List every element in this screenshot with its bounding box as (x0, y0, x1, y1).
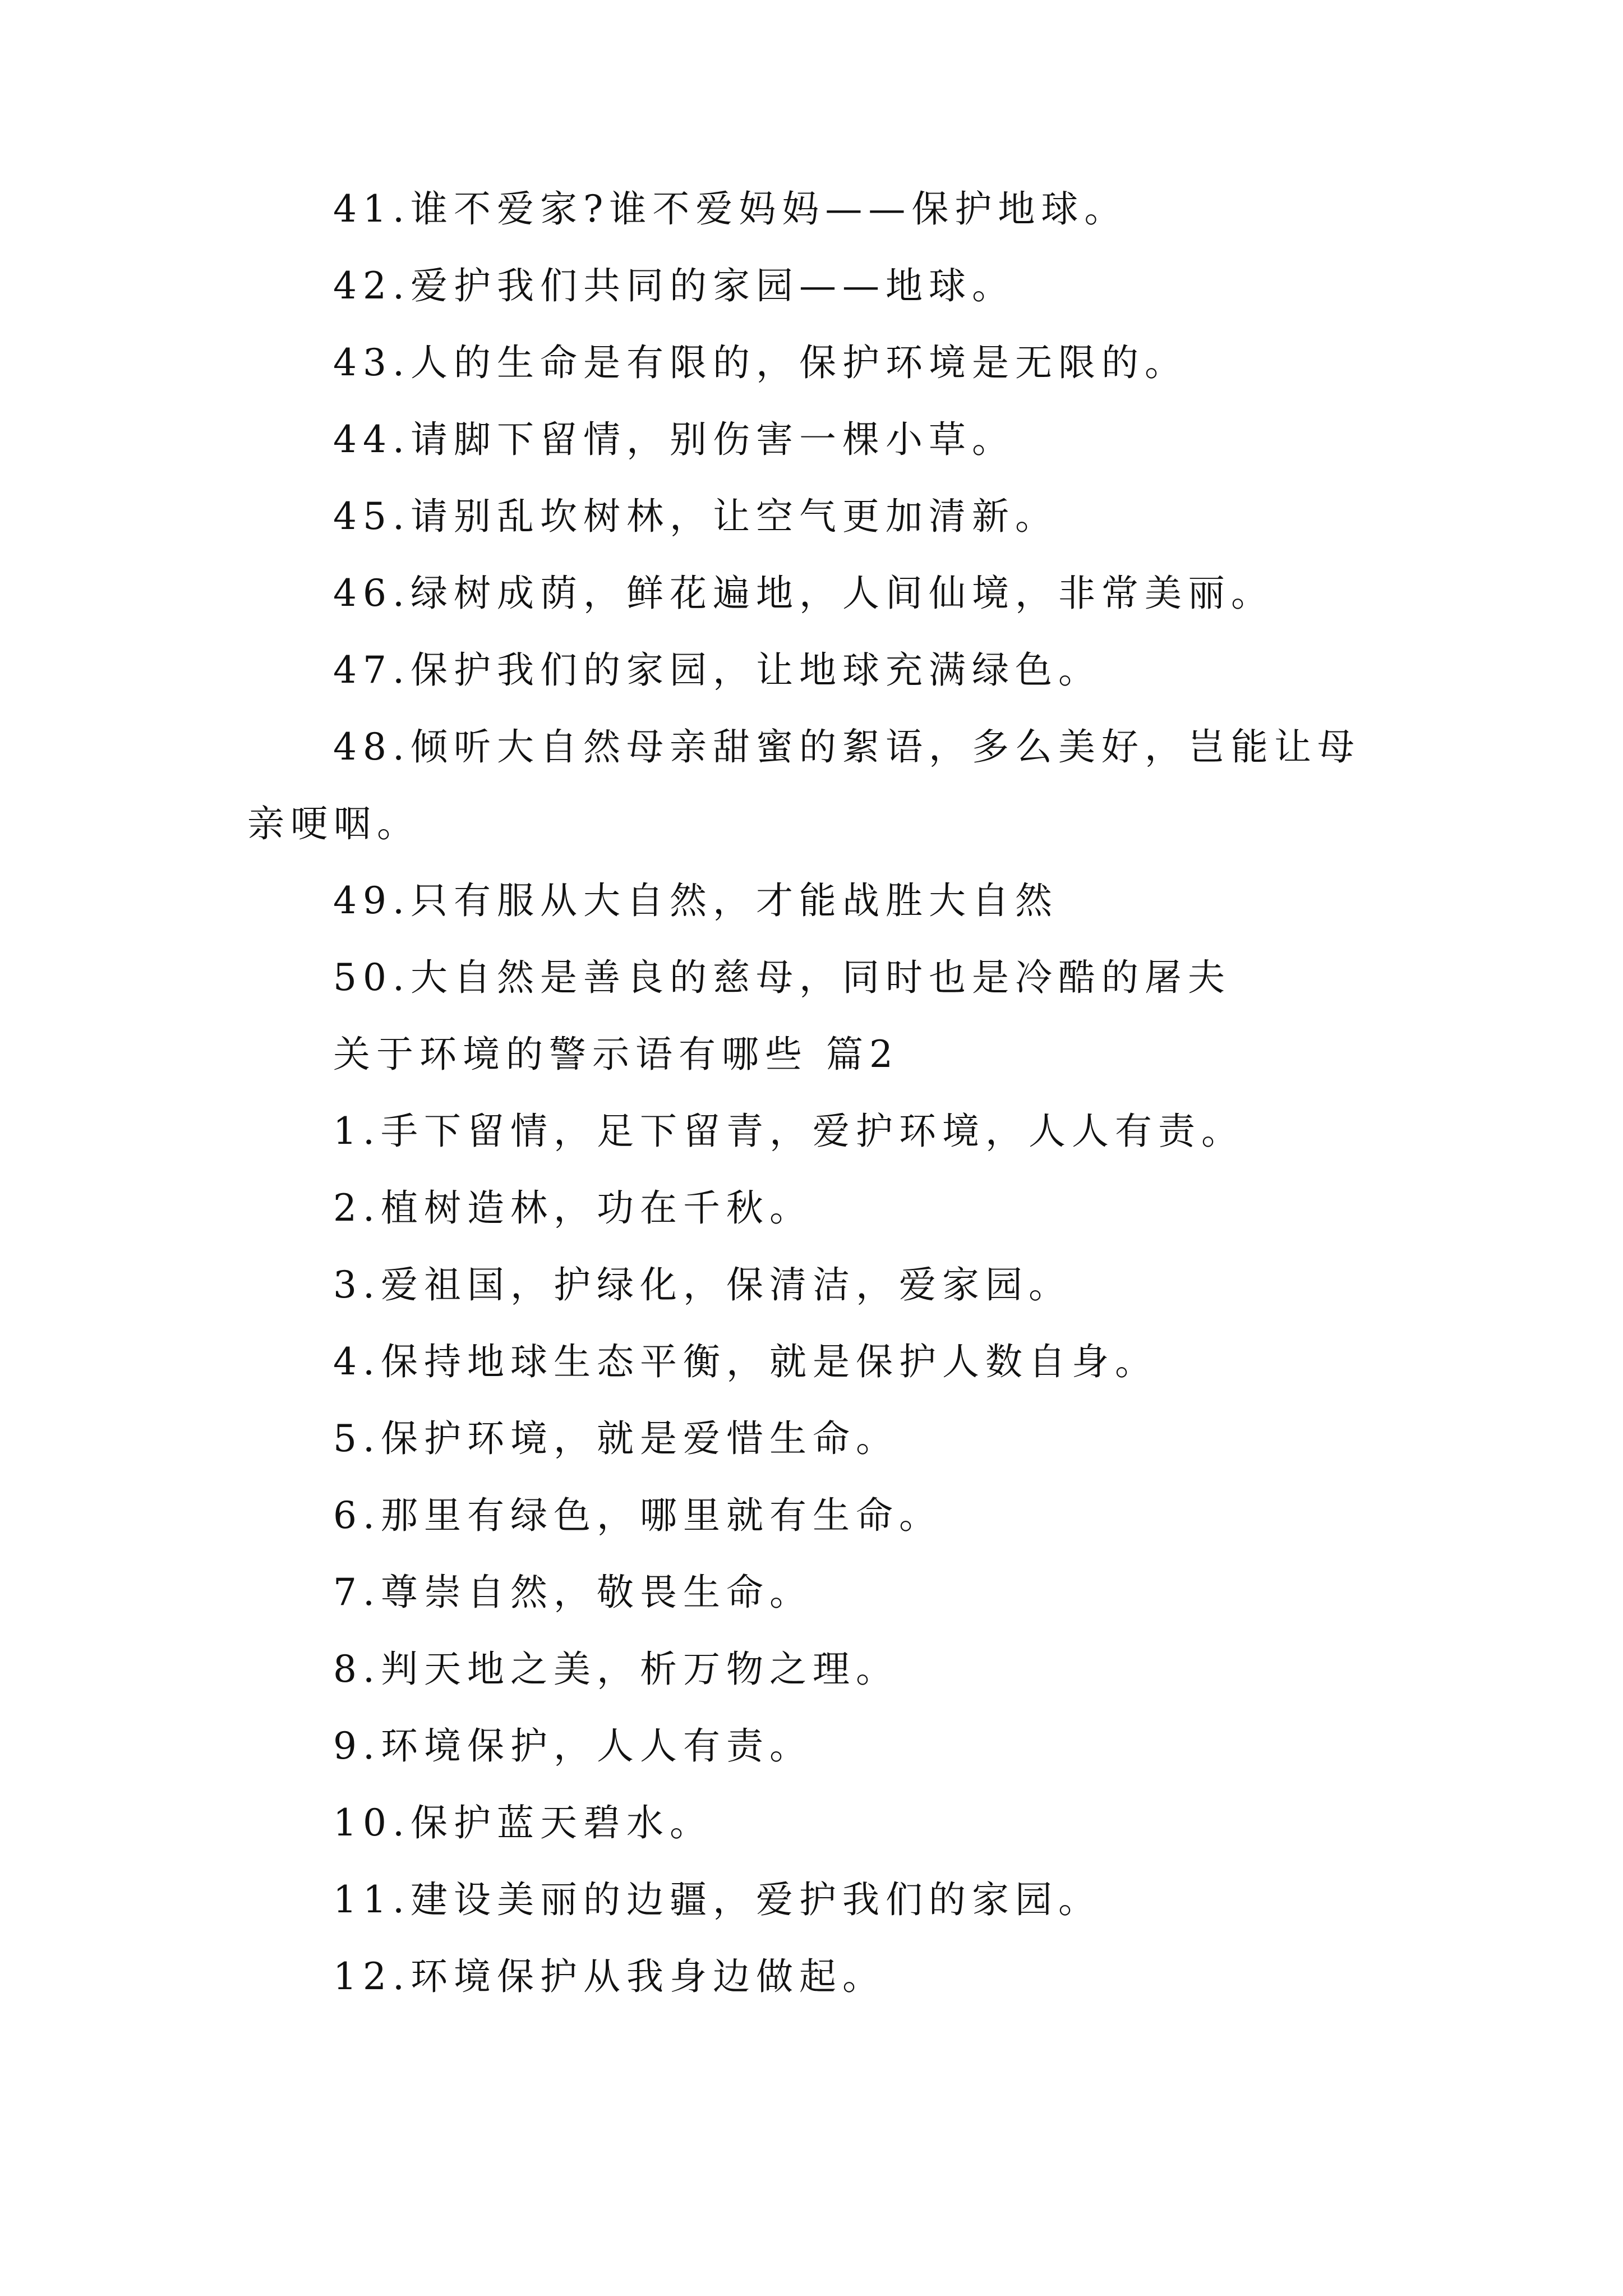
section-heading: 关于环境的警示语有哪些 篇2 (333, 1033, 899, 1076)
slogan-41: 41.谁不爱家?谁不爱妈妈——保护地球。 (333, 187, 1128, 231)
slogan-1: 1.手下留情，足下留青，爱护环境，人人有责。 (333, 1110, 1244, 1153)
slogan-50: 50.大自然是善良的慈母，同时也是冷酷的屠夫 (333, 956, 1231, 999)
slogan-42: 42.爱护我们共同的家园——地球。 (333, 264, 1015, 307)
slogan-4: 4.保持地球生态平衡，就是保护人数自身。 (333, 1340, 1158, 1383)
slogan-43: 43.人的生命是有限的，保护环境是无限的。 (333, 341, 1188, 384)
slogan-47: 47.保护我们的家园，让地球充满绿色。 (333, 648, 1101, 692)
slogan-48-line-2: 亲哽咽。 (247, 802, 420, 845)
slogan-5: 5.保护环境，就是爱惜生命。 (333, 1417, 899, 1460)
slogan-12: 12.环境保护从我身边做起。 (333, 1955, 886, 1998)
slogan-48-line-1: 48.倾听大自然母亲甜蜜的絮语，多么美好，岂能让母 (333, 725, 1361, 769)
slogan-10: 10.保护蓝天碧水。 (333, 1801, 713, 1844)
slogan-45: 45.请别乱坎树林，让空气更加清新。 (333, 495, 1058, 538)
slogan-8: 8.判天地之美，析万物之理。 (333, 1648, 899, 1691)
slogan-44: 44.请脚下留情，别伤害一棵小草。 (333, 418, 1015, 461)
slogan-11: 11.建设美丽的边疆，爱护我们的家园。 (333, 1878, 1101, 1921)
slogan-3: 3.爱祖国，护绿化，保清洁，爱家园。 (333, 1263, 1072, 1306)
slogan-6: 6.那里有绿色，哪里就有生命。 (333, 1494, 942, 1537)
slogan-9: 9.环境保护，人人有责。 (333, 1724, 813, 1768)
slogan-7: 7.尊崇自然，敬畏生命。 (333, 1571, 813, 1614)
slogan-46: 46.绿树成荫，鲜花遍地，人间仙境，非常美丽。 (333, 572, 1274, 615)
slogan-2: 2.植树造林，功在千秋。 (333, 1186, 813, 1230)
slogan-49: 49.只有服从大自然，才能战胜大自然 (333, 879, 1058, 922)
